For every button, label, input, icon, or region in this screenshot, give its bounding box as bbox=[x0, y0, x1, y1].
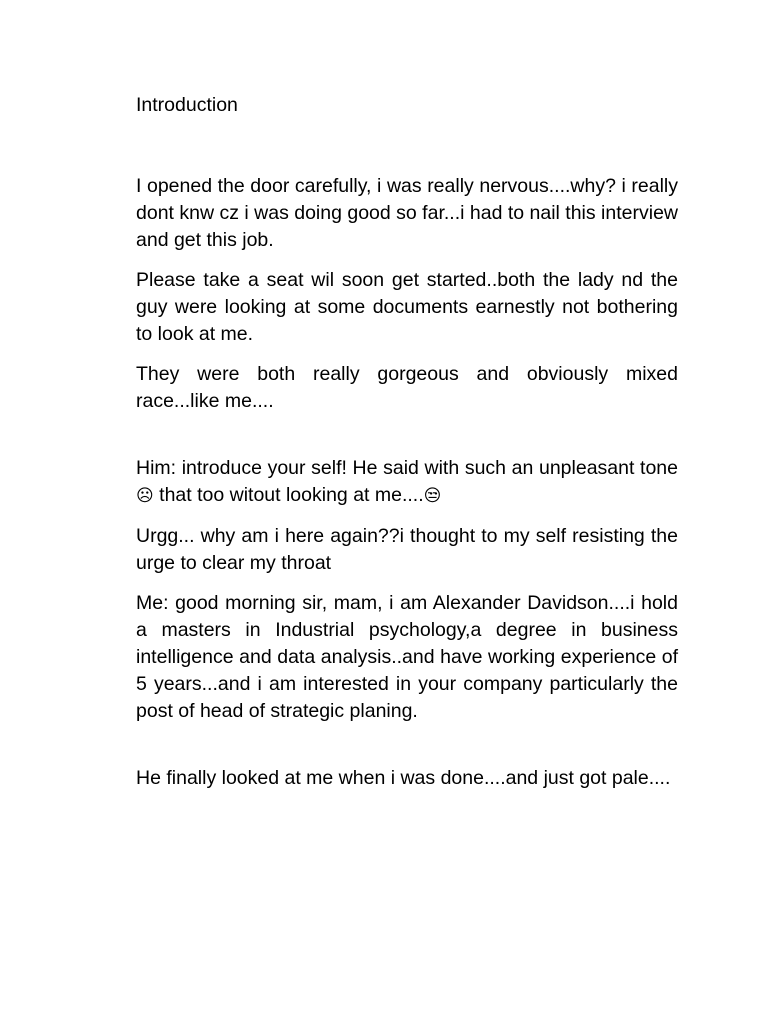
document-page bbox=[136, 92, 678, 805]
paragraph-2: Please take a seat wil soon get started..both the lady nd the guy were looking at some documents earnestly not bothering to look at me. bbox=[136, 269, 678, 345]
him-text-1: Him: introduce your self! He said with such an unpleasant tone bbox=[136, 457, 678, 479]
document-heading: Introduction bbox=[136, 94, 238, 116]
him-text-2: that too witout looking at me.... bbox=[153, 484, 424, 506]
frown-face-icon: ☹ bbox=[136, 486, 154, 506]
paragraph-5: Me: good morning sir, mam, i am Alexander Davidson....i hold a masters in Industrial psychology,a degree in business intelligence and data analysis..and have working experience of 5 years...and i am interested in your company particularly the post of head of strategic planing. bbox=[136, 592, 678, 722]
paragraph-6: He finally looked at me when i was done....and just got pale.... bbox=[136, 767, 671, 789]
paragraph-3: They were both really gorgeous and obviously mixed race...like me.... bbox=[136, 363, 678, 412]
paragraph-4: Urgg... why am i here again??i thought to my self resisting the urge to clear my throat bbox=[136, 525, 678, 574]
unamused-face-icon: 😒 bbox=[423, 486, 442, 506]
paragraph-him bbox=[136, 455, 678, 510]
paragraph-1: I opened the door carefully, i was really nervous....why? i really dont knw cz i was doing good so far...i had to nail this interview and get this job. bbox=[136, 175, 678, 251]
